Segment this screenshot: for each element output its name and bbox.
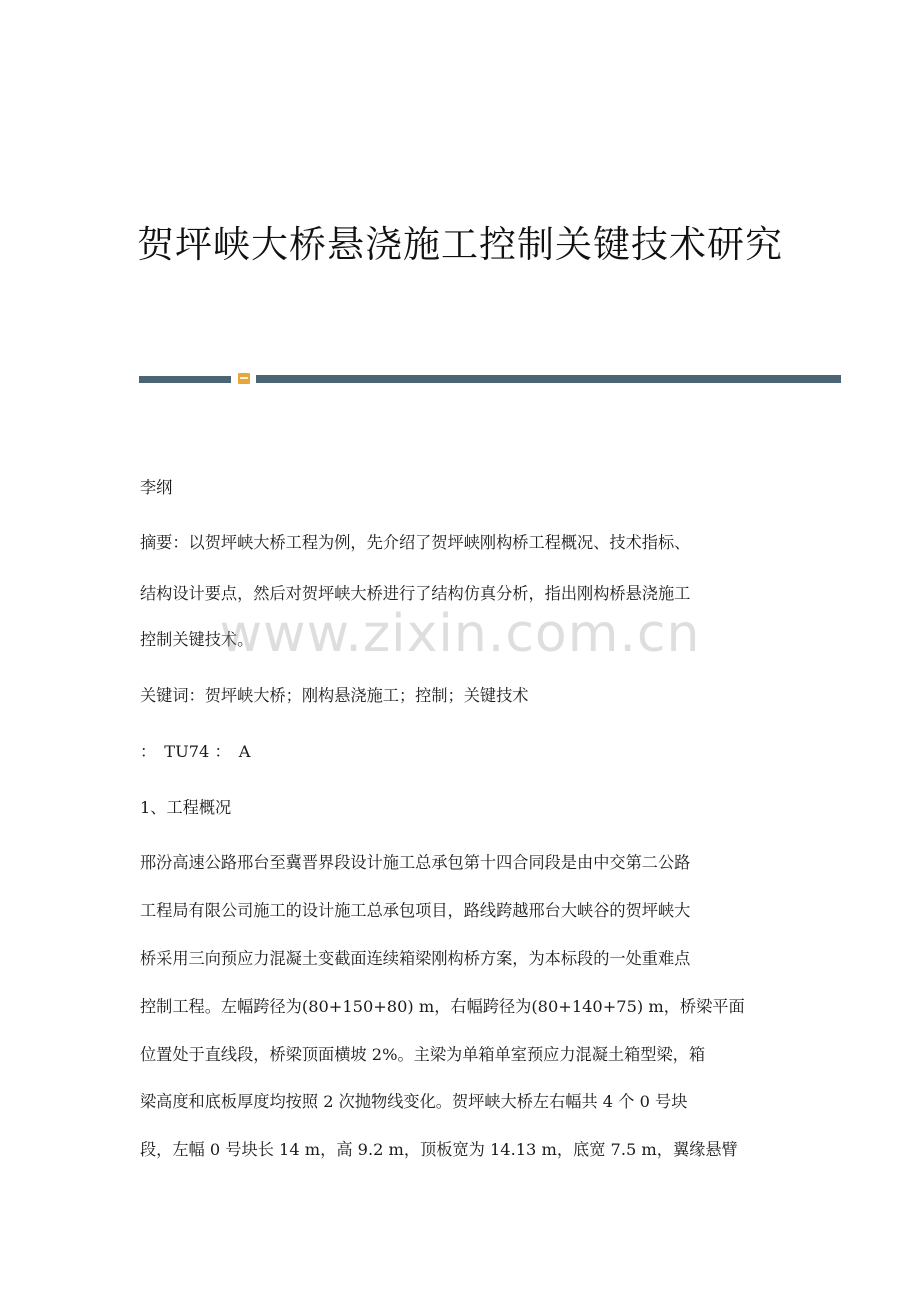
keywords-line: 关键词：贺坪峡大桥；刚构悬浇施工；控制；关键技术 bbox=[140, 686, 529, 705]
classification-line: ： TU74 ： A bbox=[140, 742, 251, 761]
abstract-line-2: 结构设计要点，然后对贺坪峡大桥进行了结构仿真分析，指出刚构桥悬浇施工 bbox=[140, 584, 691, 603]
body-line-7: 段，左幅 0 号块长 14 m，高 9.2 m，顶板宽为 14.13 m，底宽 7.5 m，翼缘悬臂 bbox=[140, 1140, 738, 1159]
body-line-2: 工程局有限公司施工的设计施工总承包项目，路线跨越邢台大峡谷的贺坪峡大 bbox=[140, 901, 691, 920]
body-line-3: 桥采用三向预应力混凝土变截面连续箱梁刚构桥方案，为本标段的一处重难点 bbox=[140, 949, 691, 968]
document-title: 贺坪峡大桥悬浇施工控制关键技术研究 bbox=[137, 223, 783, 266]
author-name: 李纲 bbox=[140, 478, 173, 497]
body-line-1: 邢汾高速公路邢台至冀晋界段设计施工总承包第十四合同段是由中交第二公路 bbox=[140, 853, 691, 872]
divider-bar-left bbox=[139, 376, 231, 383]
divider-bar-right bbox=[256, 375, 841, 383]
section-heading: 1、工程概况 bbox=[140, 798, 232, 817]
body-line-6: 梁高度和底板厚度均按照 2 次抛物线变化。贺坪峡大桥左右幅共 4 个 0 号块 bbox=[140, 1092, 688, 1111]
title-divider bbox=[139, 375, 841, 384]
body-line-4: 控制工程。左幅跨径为(80+150+80) m，右幅跨径为(80+140+75) m，桥梁平面 bbox=[140, 997, 745, 1016]
divider-badge-icon bbox=[238, 373, 250, 384]
body-line-5: 位置处于直线段，桥梁顶面横坡 2%。主梁为单箱单室预应力混凝土箱型梁，箱 bbox=[140, 1045, 706, 1064]
watermark-text: www.zixin.com.cn bbox=[219, 604, 701, 664]
abstract-line-3: 控制关键技术。 bbox=[140, 630, 254, 649]
abstract-line-1: 摘要：以贺坪峡大桥工程为例，先介绍了贺坪峡刚构桥工程概况、技术指标、 bbox=[140, 533, 691, 552]
